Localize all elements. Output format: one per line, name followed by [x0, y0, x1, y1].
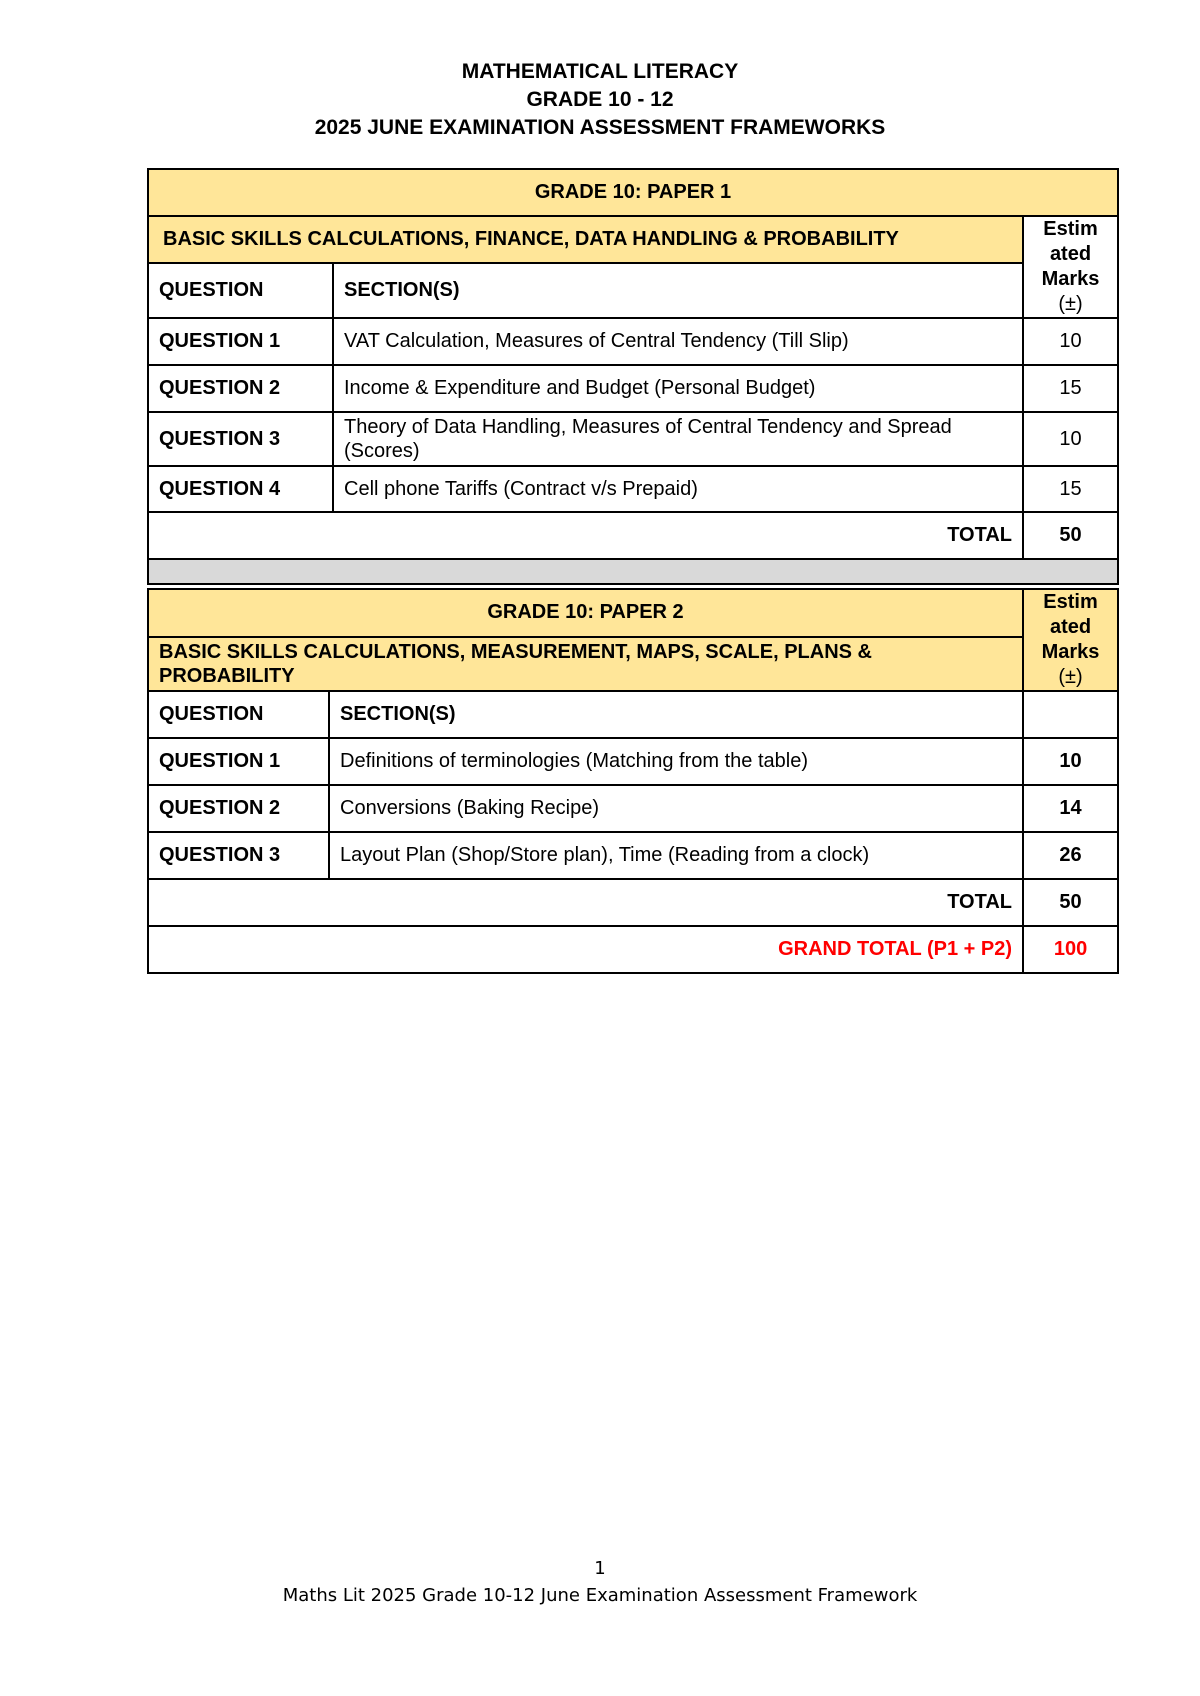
paper2-marks-empty: [1023, 691, 1118, 738]
paper1-total-value: 50: [1023, 512, 1118, 559]
paper2-marks-header: Estim ated Marks (±): [1023, 589, 1118, 691]
grand-total-label: GRAND TOTAL (P1 + P2): [148, 926, 1023, 973]
header-subject: MATHEMATICAL LITERACY: [461, 60, 739, 83]
paper2-table: [147, 588, 1119, 974]
paper1-marks-header: Estim ated Marks (±): [1023, 216, 1118, 318]
paper1-subtitle: BASIC SKILLS CALCULATIONS, FINANCE, DATA HANDLING & PROBABILITY: [148, 216, 1023, 263]
grand-total-value: 100: [1023, 926, 1118, 973]
table-separator: [148, 559, 1118, 584]
header-grade: GRADE 10 - 12: [526, 88, 674, 111]
footer-text: Maths Lit 2025 Grade 10-12 June Examination Assessment Framework: [282, 1585, 918, 1606]
paper1-col-section: SECTION(S): [333, 263, 1023, 318]
paper2-total-label: TOTAL: [148, 879, 1023, 926]
paper1-total-label: TOTAL: [148, 512, 1023, 559]
table-row: QUESTION 4 Cell phone Tariffs (Contract v/s Prepaid) 15: [148, 466, 1118, 512]
page-number: 1: [594, 1558, 606, 1579]
paper2-total-value: 50: [1023, 879, 1118, 926]
header-title: 2025 JUNE EXAMINATION ASSESSMENT FRAMEWORKS: [314, 116, 886, 139]
document-header: [0, 58, 1200, 142]
paper2-col-section: SECTION(S): [329, 691, 1023, 738]
paper1-table: [147, 168, 1119, 585]
table-row: QUESTION 3 Layout Plan (Shop/Store plan), Time (Reading from a clock) 26: [148, 832, 1118, 879]
table-row: QUESTION 2 Income & Expenditure and Budget (Personal Budget) 15: [148, 365, 1118, 412]
table-row: QUESTION 1 Definitions of terminologies (Matching from the table) 10: [148, 738, 1118, 785]
paper2-col-question: QUESTION: [148, 691, 329, 738]
paper2-subtitle: BASIC SKILLS CALCULATIONS, MEASUREMENT, MAPS, SCALE, PLANS & PROBABILITY: [148, 637, 1023, 691]
paper1-col-question: QUESTION: [148, 263, 333, 318]
grand-total-row: [148, 926, 1118, 973]
paper1-total-row: [148, 512, 1118, 559]
paper2-title: GRADE 10: PAPER 2: [148, 589, 1023, 637]
table-row: QUESTION 3 Theory of Data Handling, Measures of Central Tendency and Spread (Scores) 10: [148, 412, 1118, 466]
paper2-total-row: [148, 879, 1118, 926]
table-row: QUESTION 2 Conversions (Baking Recipe) 14: [148, 785, 1118, 832]
table-row: QUESTION 1 VAT Calculation, Measures of Central Tendency (Till Slip) 10: [148, 318, 1118, 365]
paper1-title: GRADE 10: PAPER 1: [148, 169, 1118, 216]
